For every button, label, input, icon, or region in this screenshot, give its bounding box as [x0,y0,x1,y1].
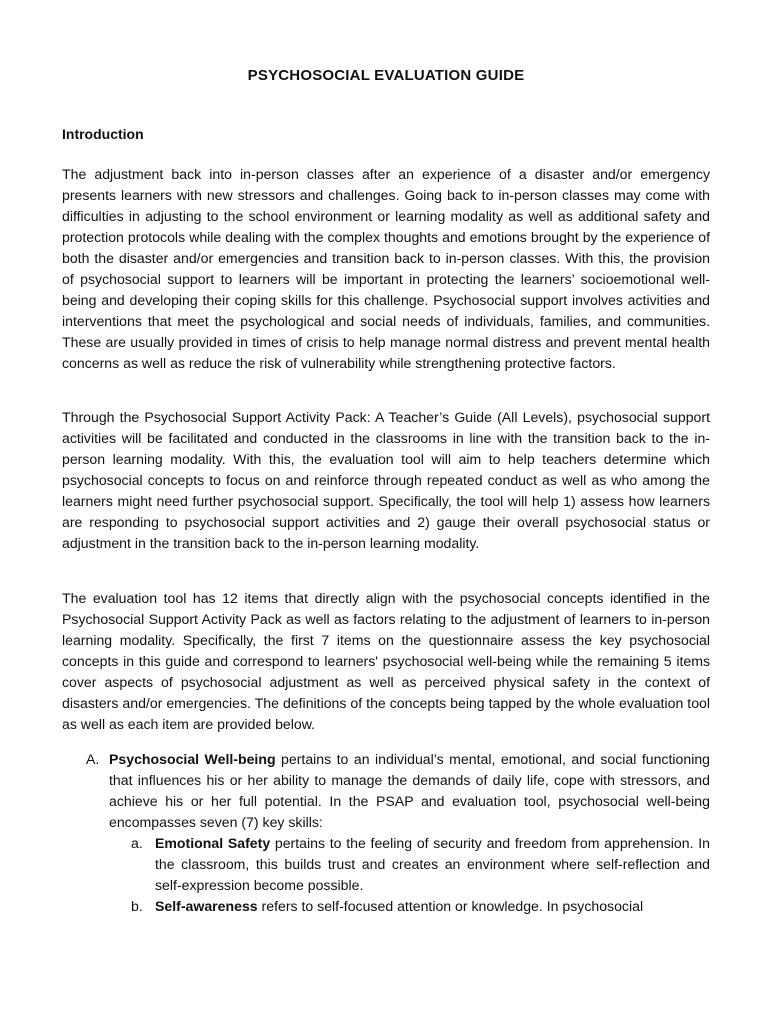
term-self-awareness: Self-awareness [155,898,258,914]
list-item-text [109,749,710,833]
document-title: PSYCHOSOCIAL EVALUATION GUIDE [247,67,525,84]
definition-emotional-safety: pertains to the feeling of security and freedom from apprehension. In the classroom, this builds trust and creates an environment where self-reflection and self-expression become possible. [155,835,710,893]
sublist-item-text [155,833,710,896]
list-marker: A. [86,751,100,767]
list-item-a [86,749,710,833]
intro-paragraph-2: Through the Psychosocial Support Activity Pack: A Teacher’s Guide (All Levels), psychosocial support activities will be facilitated and conducted in the classrooms in line with the transition back to the in-person learning modality. With this, the evaluation tool will aim to help teachers determine which psychosocial concepts to focus on and reinforce through repeated conduct as well as who among the learners might need further psychosocial support. Specifically, the tool will help 1) assess how learners are responding to psychosocial support activities and 2) gauge their overall psychosocial status or adjustment in the transition back to the in-person learning modality. [62,409,710,551]
intro-paragraph-3: The evaluation tool has 12 items that directly align with the psychosocial concepts identified in the Psychosocial Support Activity Pack as well as factors relating to the adjustment of learners to in-person learning modality. Specifically, the first 7 items on the questionnaire assess the key psychosocial concepts in this guide and correspond to learners' psychosocial well-being while the remaining 5 items cover aspects of psychosocial adjustment as well as perceived physical safety in the context of disasters and/or emergencies. The definitions of the concepts being tapped by the whole evaluation tool as well as each item are provided below. [62,590,710,732]
definition-self-awareness: refers to self-focused attention or knowledge. In psychosocial [257,898,644,914]
sublist-marker: a. [131,835,143,851]
sublist-item-a [131,833,710,896]
term-psychosocial-well-being: Psychosocial Well-being [109,751,276,767]
sublist-marker: b. [131,898,143,914]
sublist-item-b [131,896,710,917]
definition-psychosocial-well-being: pertains to an individual’s mental, emotional, and social functioning that influences his or her ability to manage the demands of daily life, cope with stressors, and achieve his or her full potential. In the PSAP and evaluation tool, psychosocial well-being encompasses seven (7) key skills: [109,751,710,830]
document-page [62,0,710,1024]
section-heading: Introduction [62,126,144,142]
term-emotional-safety: Emotional Safety [155,835,271,851]
sublist-item-text [155,896,710,917]
intro-paragraph-1: The adjustment back into in-person classes after an experience of a disaster and/or emergency presents learners with new stressors and challenges. Going back to in-person classes may come with difficulties in adjusting to the school environment or learning modality as well as additional safety and protection protocols while dealing with the complex thoughts and emotions brought by the experience of both the disaster and/or emergencies and transition back to in-person classes. With this, the provision of psychosocial support to learners will be important in protecting the learners’ socioemotional well-being and developing their coping skills for this challenge. Psychosocial support involves activities and interventions that meet the psychological and social needs of individuals, families, and communities. These are usually provided in times of crisis to help manage normal distress and prevent mental health concerns as well as reduce the risk of vulnerability while strengthening protective factors. [62,166,710,371]
